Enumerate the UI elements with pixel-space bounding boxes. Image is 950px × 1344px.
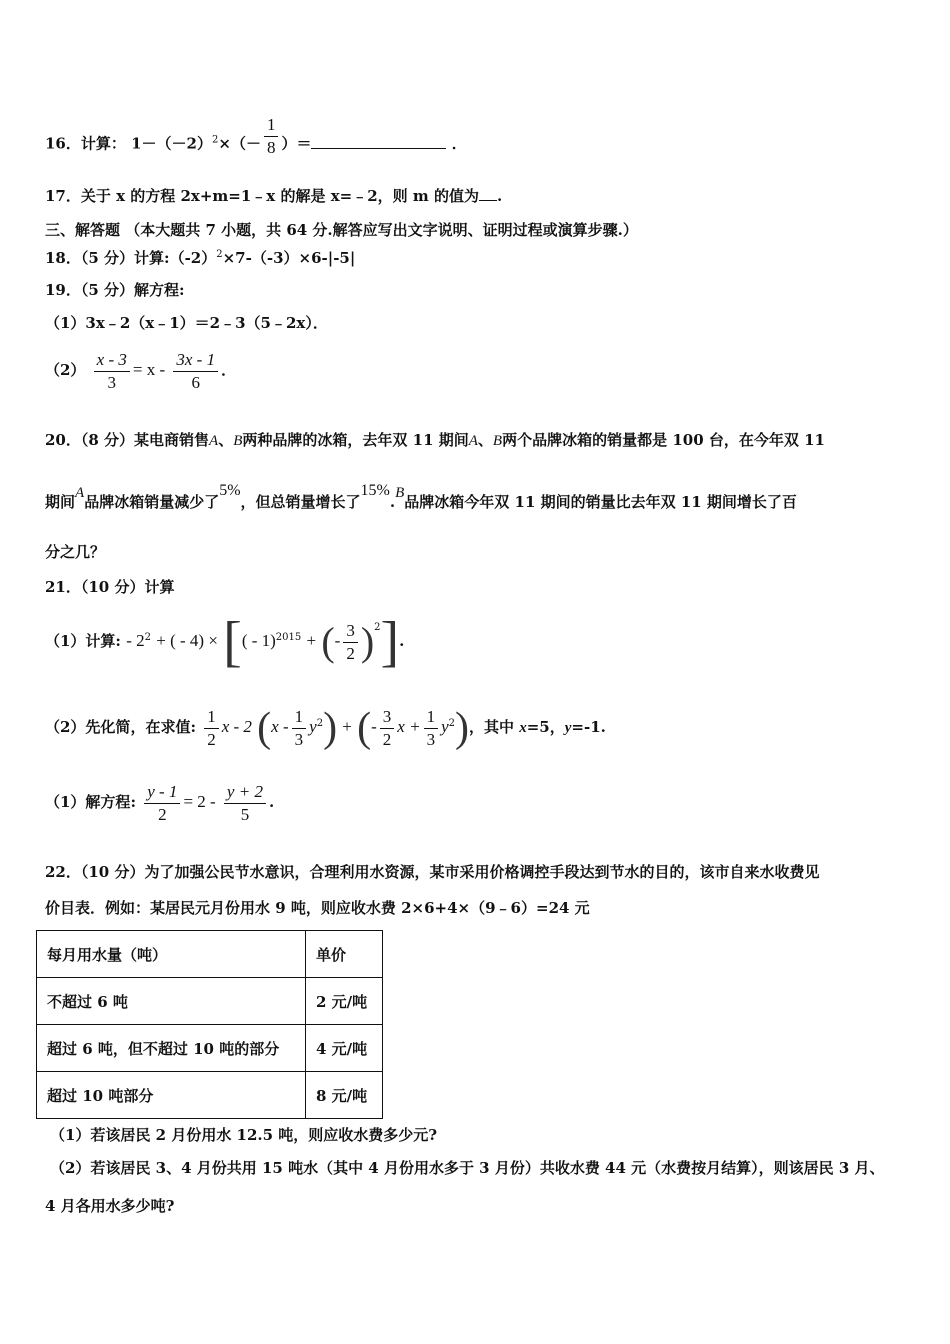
q21-p2-eq-x: =5，	[526, 718, 565, 736]
q21-p1-c: ( - 1)	[241, 631, 276, 650]
table-cell-price: 2 元/吨	[306, 978, 383, 1025]
q20-l2-c: ，但总销量增长了	[240, 493, 361, 511]
q21-part3	[45, 776, 274, 828]
q16-end: ．	[451, 134, 467, 153]
table-row	[37, 978, 383, 1025]
q21-p2-frac3	[380, 706, 395, 751]
q20-line3: 分之几？	[45, 543, 106, 561]
q21-p1-frac-num: 3	[343, 620, 358, 643]
q21-p2-f2d: 3	[294, 729, 304, 749]
q17-end: .	[496, 187, 503, 205]
q17-line	[45, 186, 502, 206]
q21-p2-y: y	[309, 717, 317, 736]
q22-part2-b: 4 月各用水多少吨?	[45, 1197, 175, 1215]
table-cell-usage: 超过 6 吨，但不超过 10 吨的部分	[37, 1025, 306, 1072]
q21-p1-exp3: 2	[374, 622, 381, 633]
q21-paren-right: )	[360, 619, 375, 664]
q19-frac2-num: 3x - 1	[173, 349, 218, 372]
q21-bracket-left: [	[223, 611, 242, 673]
q16-expr-b: ×（－	[218, 134, 261, 153]
q21-p3-f1d: 2	[158, 804, 167, 824]
q21-p2-xp: x +	[397, 717, 421, 736]
q21-p2-f4n: 1	[424, 706, 439, 729]
table-cell-price: 4 元/吨	[306, 1025, 383, 1072]
table-row	[37, 1072, 383, 1119]
price-table	[36, 930, 383, 1119]
q21-p1-end: .	[399, 632, 405, 650]
table-row	[37, 1025, 383, 1072]
q16-exponent: 2	[212, 134, 219, 146]
q19-frac-2	[173, 349, 218, 394]
q21-p1-d: +	[306, 631, 317, 650]
q20-pct-1: 5%	[219, 482, 241, 499]
q21-p3-end: .	[268, 793, 275, 811]
q19-part2	[45, 346, 236, 394]
q21-p2-frac1	[204, 706, 219, 751]
q21-p3-frac1	[144, 781, 180, 826]
q16-expr-c: ）＝	[281, 134, 312, 153]
q16-fraction	[264, 114, 279, 159]
q21-p2-paren2-left: (	[357, 705, 372, 751]
q18-exponent: 2	[216, 249, 223, 260]
q16-label: 计算：	[80, 134, 126, 153]
q21-part2: （2）先化简，在求值: $\frac{1}{2}$ x - 2 (x - $\frac{1}{3}$ $y^2$) + (- $\frac{3}{2}$ x + $\frac{1}{3}$ $y^2$)，其中 x=5，y=-1.	[45, 696, 606, 756]
q21-p3-mid: = 2 -	[183, 792, 216, 811]
q21-p1-exp2: 2015	[275, 632, 302, 643]
q21-p2-var-y: y	[564, 720, 572, 736]
table-header-usage: 每月用水量（吨）	[37, 931, 306, 978]
table-header-row	[37, 931, 383, 978]
q20-brand-b-2: B	[492, 433, 503, 449]
q21-p1-neg: -	[334, 631, 341, 650]
q20-l2-d: .	[389, 493, 396, 511]
q21-p3-f2n: y + 2	[224, 781, 266, 804]
q21-p2-paren1-right: )	[323, 705, 338, 751]
q16-frac-num: 1	[264, 114, 279, 137]
q21-p2-paren2-right: )	[455, 705, 469, 751]
q16-line	[45, 115, 467, 167]
q20-l2-b: 品牌冰箱销量减少了	[84, 493, 220, 511]
q21-p2-eq-y: =-1.	[571, 718, 606, 736]
q21-p2-y-b: y	[441, 717, 449, 736]
q20-brand-b-3: B	[395, 485, 405, 501]
q16-frac-den: 8	[266, 138, 276, 157]
q20-l1-c: 两个品牌冰箱的销量都是 100 台，在今年双 11	[502, 431, 825, 449]
q19-frac-1	[94, 349, 130, 394]
q21-head: 21．（10 分）计算	[45, 578, 175, 596]
q19-mid: = x -	[132, 360, 166, 379]
q21-p2-neg: -	[371, 717, 377, 736]
q17-text: 17．关于 x 的方程 2x+m=1﹣x 的解是 x=﹣2，则 m 的值为	[45, 187, 479, 205]
q21-p1-frac-den: 2	[346, 643, 355, 663]
q20-brand-a-2: A	[468, 433, 478, 449]
q21-p2-in1: x -	[271, 717, 289, 736]
q19-frac1-den: 3	[107, 372, 117, 392]
table-cell-usage: 不超过 6 吨	[37, 978, 306, 1025]
q19-frac1-num: x - 3	[94, 349, 130, 372]
q21-p2-f3n: 3	[380, 706, 395, 729]
table-header-price: 单价	[306, 931, 383, 978]
q21-p2-f1d: 2	[207, 729, 216, 749]
q19-end: ．	[221, 361, 237, 379]
q16-expr-a: 1－（－2）	[131, 134, 212, 153]
q21-p2-frac4	[424, 706, 439, 751]
q22-line1: 22．（10 分）为了加强公民节水意识，合理利用水资源，某市采用价格调控手段达到节水的目的，该市自来水收费见	[45, 863, 820, 881]
q21-p3-frac2	[224, 781, 266, 826]
q19-part1: （1）3x﹣2（x﹣1）＝2﹣3（5﹣2x）．	[45, 314, 328, 332]
q19-part2-label: （2）	[45, 361, 86, 379]
q20-brand-b: B	[233, 433, 243, 449]
q21-p2-paren1-left: (	[257, 705, 272, 751]
q20-line1	[45, 430, 825, 451]
q21-p2-label: （2）先化简，在求值:	[45, 718, 196, 736]
q21-part1	[45, 611, 405, 673]
q16-answer-blank	[311, 134, 446, 149]
q21-p2-f3d: 2	[382, 729, 392, 749]
q21-p2-frac2	[292, 706, 307, 751]
q20-l1-b: 两种品牌的冰箱，去年双 11 期间	[242, 431, 469, 449]
q21-p2-f4d: 3	[426, 729, 436, 749]
q20-brand-a: A	[209, 433, 219, 449]
q22-part2-a: （2）若该居民 3、4 月份共用 15 吨水（其中 4 月份用水多于 3 月份）共收水费 44 元（水费按月结算），则该居民 3 月、	[50, 1159, 885, 1177]
q21-p2-cond: ，其中	[469, 718, 520, 736]
q21-paren-left: (	[321, 619, 335, 664]
q20-brand-a-3: A	[75, 485, 85, 501]
q21-p2-f1n: 1	[204, 706, 219, 729]
q21-p2-var-x: x	[519, 720, 527, 736]
q22-part1: （1）若该居民 2 月份用水 12.5 吨，则应收水费多少元?	[50, 1126, 438, 1144]
q21-p1-exp1: 2	[144, 632, 152, 643]
q20-l2-a: 期间	[45, 493, 76, 511]
q19-head: 19．（5 分）解方程:	[45, 281, 185, 299]
q20-line2	[45, 482, 797, 513]
q21-p3-f1n: y - 1	[144, 781, 180, 804]
q20-l2-e: 品牌冰箱今年双 11 期间的销量比去年双 11 期间增长了百	[404, 493, 797, 511]
q18-line	[45, 245, 355, 268]
table-cell-usage: 超过 10 吨部分	[37, 1072, 306, 1119]
q21-p1-b: + ( - 4) ×	[156, 631, 218, 650]
q19-frac2-den: 6	[191, 372, 200, 392]
q21-p3-label: （1）解方程:	[45, 793, 136, 811]
q20-sep-2: 、	[477, 431, 493, 449]
q21-p3-f2d: 5	[240, 804, 250, 824]
q18-text-a: 18．（5 分）计算:（-2）	[45, 249, 217, 267]
table-cell-price: 8 元/吨	[306, 1072, 383, 1119]
q18-text-b: ×7-（-3）×6-|-5|	[222, 249, 356, 267]
q21-bracket-right: ]	[380, 611, 400, 673]
q21-p2-x: x - 2	[221, 717, 252, 736]
section3-title: 三、解答题 （本大题共 7 小题，共 64 分.解答应写出文字说明、证明过程或演算步骤.）	[45, 221, 638, 239]
q16-number: 16．	[45, 134, 81, 153]
q20-pct-2: 15%	[360, 482, 390, 499]
q21-p1-a: - 2	[126, 631, 145, 650]
q21-p2-f2n: 1	[292, 706, 307, 729]
q21-p1-label: （1）计算:	[45, 632, 121, 650]
q17-answer-blank	[479, 186, 497, 201]
q20-sep: 、	[218, 431, 234, 449]
q21-p2-plus: +	[342, 717, 352, 736]
q21-p1-frac	[343, 620, 358, 665]
q20-l1-a: 20．（8 分）某电商销售	[45, 431, 210, 449]
q22-line2: 价目表．例如：某居民元月份用水 9 吨，则应收水费 2×6+4×（9﹣6）=24 元	[45, 899, 590, 917]
